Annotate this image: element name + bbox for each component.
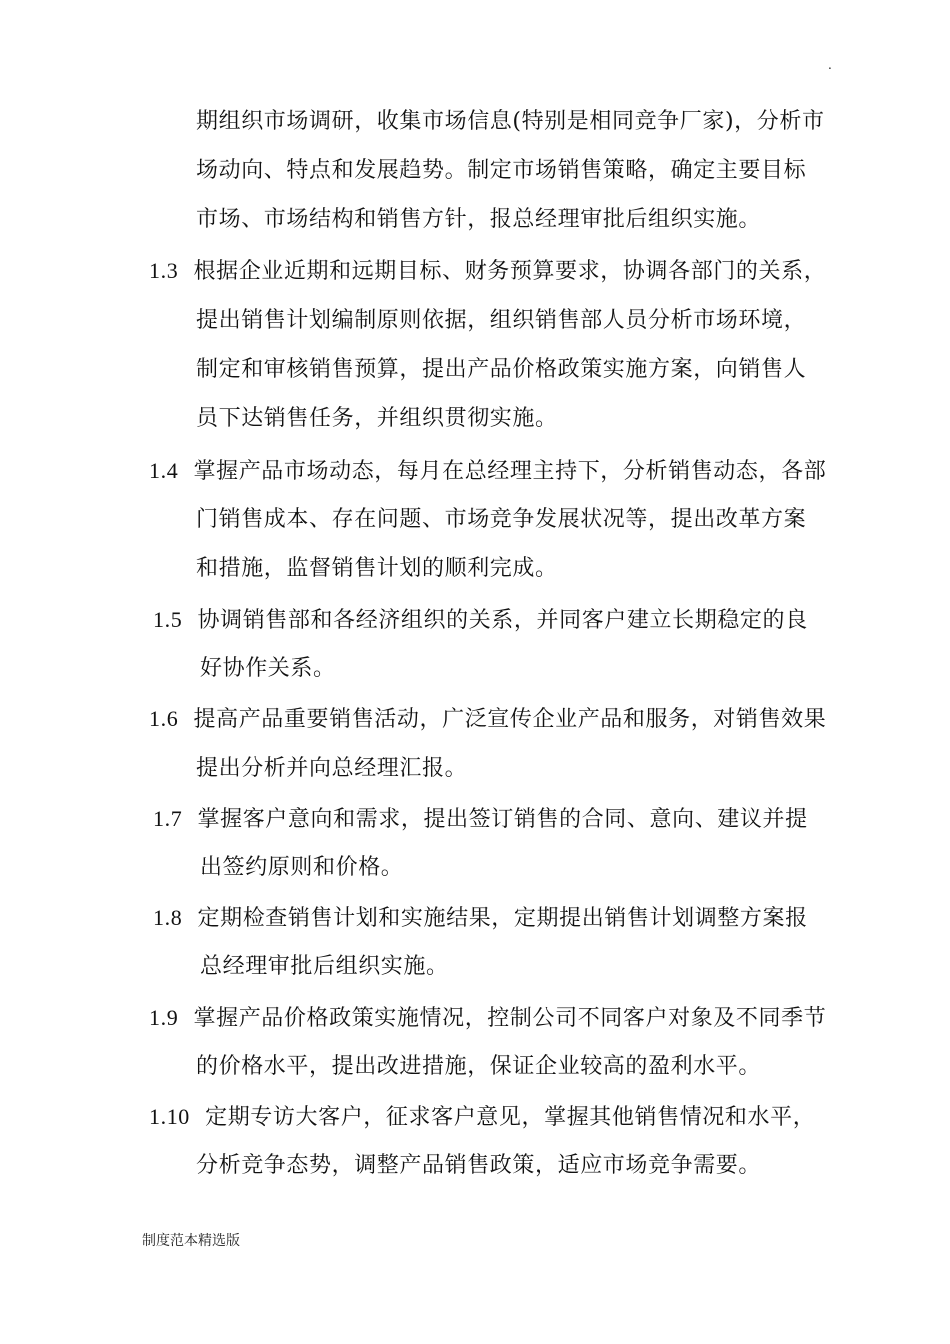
paragraph-line: 的价格水平，提出改进措施，保证企业较高的盈利水平。 [196,1054,762,1079]
item-text: 协调销售部和各经济组织的关系，并同客户建立长期稳定的良 [197,608,808,633]
list-item-first-line [149,256,826,287]
paragraph-line: 制定和审核销售预算，提出产品价格政策实施方案，向销售人 [196,357,807,382]
item-text: 掌握产品价格政策实施情况，控制公司不同客户对象及不同季节 [193,1006,827,1031]
item-number: 1.3 [149,258,179,283]
item-text: 掌握产品市场动态，每月在总经理主持下，分析销售动态，各部 [193,459,827,484]
paragraph-line: 提出销售计划编制原则依据，组织销售部人员分析市场环境， [196,308,807,333]
paragraph-line: 市场、市场结构和销售方针，报总经理审批后组织实施。 [196,207,762,232]
page-footer: 制度范本精选版 [142,1233,240,1249]
paragraph-line: 期组织市场调研，收集市场信息(特别是相同竞争厂家)，分析市 [196,109,825,134]
item-text: 定期检查销售计划和实施结果，定期提出销售计划调整方案报 [197,906,808,931]
paragraph-line: 场动向、特点和发展趋势。制定市场销售策略，确定主要目标 [196,158,807,183]
list-item-first-line [149,704,826,735]
list-item-first-line [149,456,826,487]
item-text: 掌握客户意向和需求，提出签订销售的合同、意向、建议并提 [197,807,808,832]
item-number: 1.4 [149,458,179,483]
paragraph-line: 和措施，监督销售计划的顺利完成。 [196,556,558,581]
list-item-first-line [153,903,808,934]
header-mark: . [828,58,832,72]
item-number: 1.10 [149,1104,190,1129]
paragraph-line: 出签约原则和价格。 [200,855,404,880]
paragraph-line: 总经理审批后组织实施。 [200,954,449,979]
item-text: 提高产品重要销售活动，广泛宣传企业产品和服务，对销售效果 [193,707,827,732]
item-number: 1.9 [149,1005,179,1030]
list-item-first-line [149,1003,826,1034]
paragraph-line: 提出分析并向总经理汇报。 [196,756,468,781]
paragraph-line: 好协作关系。 [200,656,336,681]
list-item-first-line [153,804,808,835]
item-number: 1.8 [153,905,183,930]
list-item-first-line [149,1102,815,1133]
item-text: 根据企业近期和远期目标、财务预算要求，协调各部门的关系， [193,259,827,284]
paragraph-line: 门销售成本、存在问题、市场竞争发展状况等，提出改革方案 [196,507,807,532]
item-number: 1.6 [149,706,179,731]
item-text: 定期专访大客户，征求客户意见，掌握其他销售情况和水平， [205,1105,816,1130]
item-number: 1.5 [153,607,183,632]
paragraph-line: 员下达销售任务，并组织贯彻实施。 [196,406,558,431]
list-item-first-line [153,605,808,636]
paragraph-line: 分析竞争态势，调整产品销售政策，适应市场竞争需要。 [196,1153,762,1178]
item-number: 1.7 [153,806,183,831]
